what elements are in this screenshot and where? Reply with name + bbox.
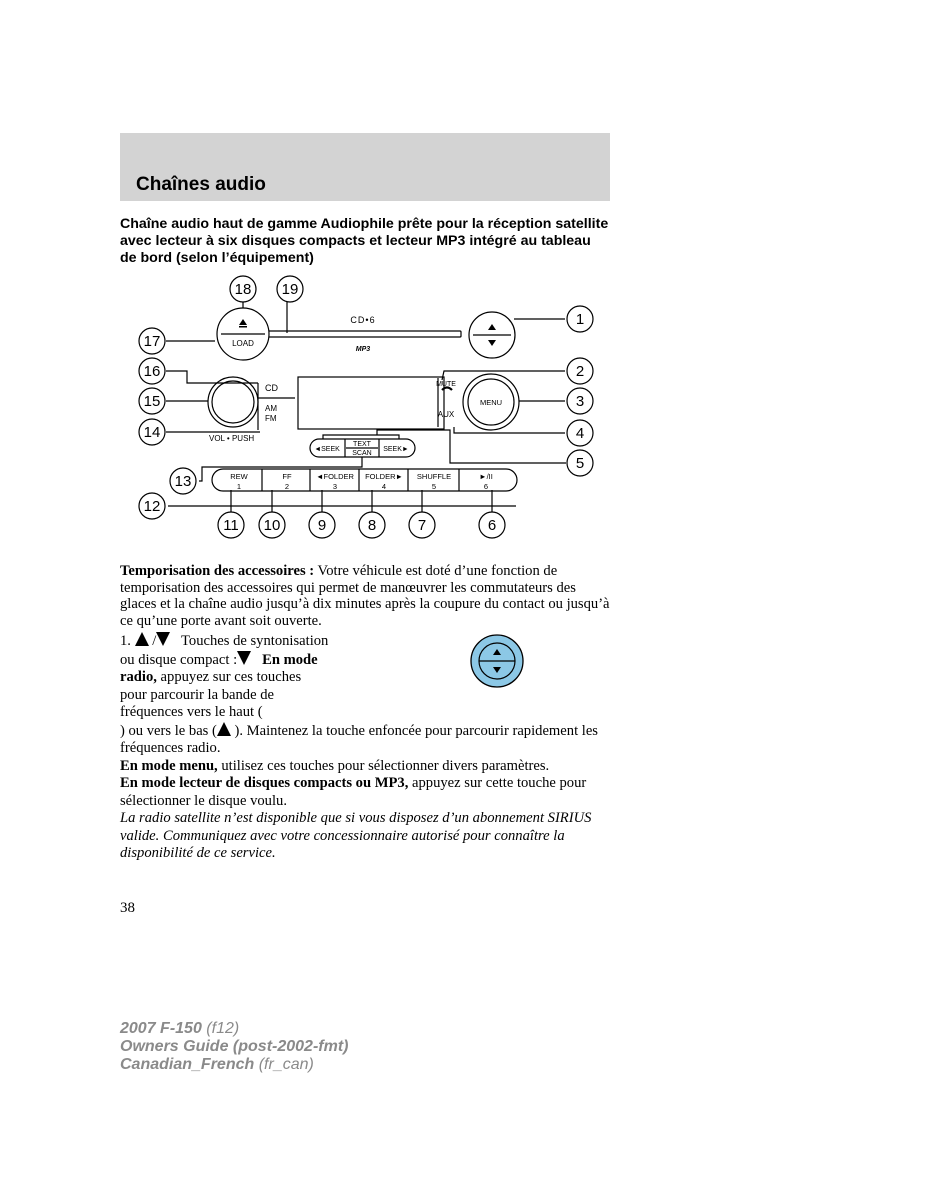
menu-mode-text: utilisez ces touches pour sélectionner divers paramètres. bbox=[217, 757, 550, 774]
page-subtitle: Chaîne audio haut de gamme Audiophile prête pour la réception satellite avec lecteur à six disques compacts et lecteur MP3 intégré au tableau de bord (selon l’équipement) bbox=[120, 216, 609, 266]
footer-line-3 bbox=[120, 1056, 348, 1074]
callout-13: 13 bbox=[174, 473, 192, 490]
radio-mode-heading-b: radio, bbox=[120, 669, 157, 685]
callout-1: 1 bbox=[575, 311, 585, 328]
preset-2-label: FF bbox=[282, 472, 292, 481]
preset-5-label: SHUFFLE bbox=[416, 472, 452, 481]
preset-1-label: REW bbox=[230, 472, 248, 481]
mute-label: MUTE bbox=[436, 381, 456, 388]
radio-mode-text-d: ) ou vers le bas ( bbox=[120, 722, 217, 739]
footer-model-code: (f12) bbox=[201, 1020, 240, 1037]
radio-mode-text-e: ). Maintenez la touche enfoncée pour parcourir rapidement les fréquences radio. bbox=[120, 722, 598, 756]
tune-line-1 bbox=[120, 632, 610, 651]
callout-5: 5 bbox=[575, 455, 585, 472]
preset-6-label: ►/II bbox=[479, 472, 493, 481]
satellite-note: La radio satellite n’est disponible que si vous disposez d’un abonnement SIRIUS valide. Communiquez avec votre concessionnaire autorisé pour connaître la disponibilité de ce service. bbox=[120, 810, 592, 861]
fm-label: FM bbox=[265, 414, 277, 423]
tune-line-5: fréquences vers le haut ( bbox=[120, 704, 263, 720]
callout-4: 4 bbox=[575, 425, 585, 442]
tune-line-2 bbox=[120, 651, 610, 670]
preset-3-number: 3 bbox=[332, 482, 338, 491]
accessory-delay-heading: Temporisation des accessoires : bbox=[120, 563, 315, 579]
preset-6-number: 6 bbox=[483, 482, 489, 491]
cd6-label: CD•6 bbox=[350, 315, 376, 325]
radio-mode-heading-a: En mode bbox=[262, 651, 318, 668]
arrow-down-icon bbox=[156, 632, 170, 646]
callout-11: 11 bbox=[223, 517, 239, 534]
callout-9: 9 bbox=[317, 517, 327, 534]
callout-8: 8 bbox=[367, 517, 377, 534]
menu-mode-paragraph bbox=[120, 758, 610, 776]
audio-system-diagram bbox=[120, 270, 600, 545]
vol-push-label: VOL • PUSH bbox=[209, 434, 255, 443]
preset-2-number: 2 bbox=[284, 482, 290, 491]
callout-19: 19 bbox=[281, 281, 299, 298]
footer-language: Canadian_French bbox=[120, 1056, 255, 1073]
arrow-up-icon-2 bbox=[217, 722, 231, 736]
seek-left-label: ◄SEEK bbox=[314, 446, 340, 453]
footer-guide-title: Owners Guide (post-2002-fmt) bbox=[120, 1038, 349, 1055]
tune-line-6 bbox=[120, 722, 610, 758]
preset-3-label: ◄FOLDER bbox=[316, 472, 354, 481]
load-label: LOAD bbox=[232, 339, 254, 348]
preset-1-number: 1 bbox=[236, 482, 242, 491]
mp3-label: MP3 bbox=[355, 346, 371, 353]
callout-7: 7 bbox=[417, 517, 427, 534]
callout-12: 12 bbox=[143, 498, 161, 515]
callout-10: 10 bbox=[263, 517, 281, 534]
callout-14: 14 bbox=[143, 424, 161, 441]
seek-right-label: SEEK► bbox=[383, 446, 409, 453]
arrow-up-icon bbox=[135, 632, 149, 646]
aux-label: AUX bbox=[437, 410, 455, 419]
preset-4-number: 4 bbox=[381, 482, 387, 491]
slash-separator: / bbox=[152, 633, 157, 649]
tune-button-icon bbox=[469, 633, 525, 689]
tune-buttons-paragraph bbox=[120, 632, 610, 863]
menu-mode-heading: En mode menu, bbox=[120, 757, 218, 774]
eject-bar-icon bbox=[239, 326, 247, 328]
text-label: TEXT bbox=[353, 441, 371, 448]
tune-line-4: pour parcourir la bande de bbox=[120, 686, 274, 703]
radio-mode-text-a: appuyez sur ces touches bbox=[156, 669, 302, 685]
footer-model: 2007 F-150 bbox=[120, 1020, 202, 1037]
cd-button-label: CD bbox=[265, 383, 278, 393]
footer-language-code: (fr_can) bbox=[254, 1056, 314, 1073]
callout-17: 17 bbox=[143, 333, 161, 350]
footer-line-1 bbox=[120, 1020, 348, 1038]
scan-label: SCAN bbox=[352, 450, 372, 457]
callout-2: 2 bbox=[575, 363, 585, 380]
tune-line-3 bbox=[120, 669, 610, 687]
section-title: Chaînes audio bbox=[136, 174, 266, 195]
document-footer bbox=[120, 1020, 348, 1074]
arrow-down-icon-2 bbox=[237, 651, 251, 665]
cd-mode-text: appuyez sur cette touche pour sélectionner le disque voulu. bbox=[120, 775, 587, 809]
page-number: 38 bbox=[120, 900, 135, 916]
item-number: 1. bbox=[120, 633, 131, 649]
tune-buttons-title: Touches de syntonisation bbox=[181, 633, 329, 649]
callout-6: 6 bbox=[487, 517, 497, 534]
tune-cd-text: ou disque compact : bbox=[120, 651, 238, 668]
menu-label: MENU bbox=[479, 398, 503, 407]
callout-18: 18 bbox=[234, 281, 252, 298]
accessory-delay-paragraph bbox=[120, 563, 610, 629]
am-label: AM bbox=[265, 404, 277, 413]
footer-line-2 bbox=[120, 1038, 348, 1056]
preset-4-label: FOLDER► bbox=[365, 472, 403, 481]
cd-mode-paragraph bbox=[120, 775, 610, 810]
callout-15: 15 bbox=[143, 393, 161, 410]
cd-mode-heading: En mode lecteur de disques compacts ou MP3, bbox=[120, 775, 409, 791]
callout-3: 3 bbox=[575, 393, 585, 410]
callout-16: 16 bbox=[143, 363, 161, 380]
preset-5-number: 5 bbox=[431, 482, 437, 491]
accessory-delay-text: Votre véhicule est doté d’une fonction de temporisation des accessoires qui permet de manœuvrer les commutateurs des glaces et la chaîne audio jusqu’à dix minutes après la coupure du contact ou jusqu’à ce qu’une porte avant soit ouverte. bbox=[120, 563, 610, 629]
